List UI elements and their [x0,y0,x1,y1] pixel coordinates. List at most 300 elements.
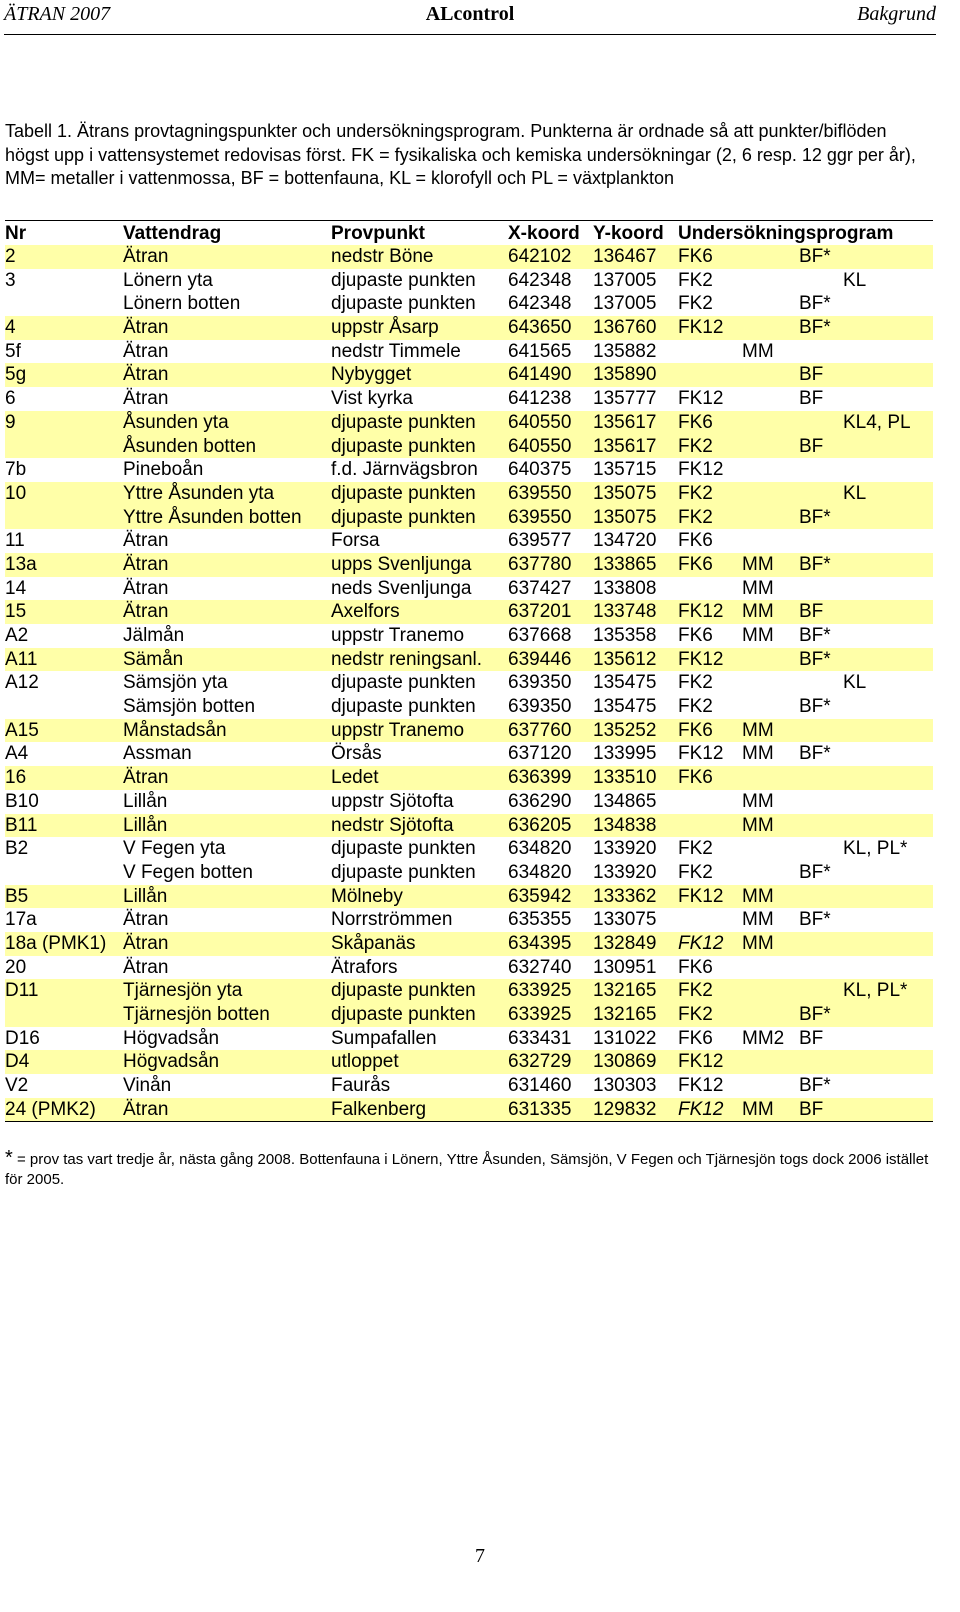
cell-provpunkt: Nybygget [331,364,412,386]
cell-vattendrag: Lönern botten [123,293,241,315]
cell-nr: 5f [5,340,21,362]
cell-x-koord: 640375 [508,459,572,481]
cell-y-koord: 133510 [593,767,657,789]
header-right: Bakgrund [857,3,936,25]
cell-vattendrag: Ätran [123,340,169,362]
cell-fk: FK2 [678,482,713,504]
cell-nr: 4 [5,317,16,339]
cell-provpunkt: djupaste punkten [331,861,476,883]
table-row [5,814,933,838]
cell-vattendrag: Ätran [123,317,169,339]
cell-provpunkt: djupaste punkten [331,696,476,718]
footnote-star: * [5,1147,13,1169]
cell-mm: MM [742,553,774,575]
cell-provpunkt: djupaste punkten [331,1004,476,1025]
cell-x-koord: 631460 [508,1075,572,1097]
cell-fk: FK2 [678,506,713,528]
cell-y-koord: 130869 [593,1051,657,1073]
cell-provpunkt: Mölneby [331,885,403,907]
cell-fk: FK12 [678,388,724,410]
cell-x-koord: 641238 [508,388,572,410]
cell-y-koord: 135075 [593,482,657,504]
cell-y-koord: 135715 [593,459,657,481]
cell-mm: MM [742,932,774,954]
cell-fk: FK2 [678,696,713,718]
cell-x-koord: 640550 [508,435,572,457]
cell-y-koord: 135252 [593,719,657,741]
table-caption: Tabell 1. Ätrans provtagningspunkter och undersökningsprogram. Punkterna är ordnade så att punkter/biflöden högst upp i vattensystemet redovisas först. FK = fysikaliska och kemiska undersökningar (2, 6 resp. 12 ggr per år), MM= metaller i vattenmossa, BF = bottenfauna, KL = klorofyll och PL = växtplankton [5,121,916,188]
table-row [5,837,933,861]
cell-mm: MM [742,885,774,907]
cell-mm: MM [742,1098,774,1120]
cell-x-koord: 631335 [508,1098,572,1120]
header-x-koord: X-koord [508,223,580,244]
cell-y-koord: 135475 [593,672,657,694]
table-row [5,506,933,530]
cell-kl: KL [843,269,867,291]
cell-y-koord: 132165 [593,1004,657,1025]
cell-nr: A12 [5,672,39,694]
cell-x-koord: 639446 [508,648,572,670]
table-row [5,316,933,340]
header-y-koord: Y-koord [593,223,664,244]
cell-y-koord: 133865 [593,553,657,575]
cell-provpunkt: Sumpafallen [331,1027,437,1049]
cell-y-koord: 133995 [593,743,657,765]
cell-fk: FK12 [678,1075,724,1097]
footnote-text: = prov tas vart tredje år, nästa gång 2008. Bottenfauna i Lönern, Yttre Åsunden, Sämsjön, V Fegen och Tjärnesjön togs dock 2006 istället för 2005. [5,1151,929,1188]
cell-fk: FK12 [678,932,724,954]
cell-nr: 3 [5,269,16,291]
cell-vattendrag: Ätran [123,932,169,954]
cell-y-koord: 133748 [593,601,657,623]
cell-nr: 14 [5,577,27,599]
table-row [5,577,933,601]
cell-x-koord: 642348 [508,293,572,315]
cell-bf: BF [799,1098,824,1120]
cell-x-koord: 639550 [508,506,572,528]
cell-y-koord: 137005 [593,269,657,291]
cell-x-koord: 637668 [508,625,572,646]
header-left: ÄTRAN 2007 [4,3,111,25]
cell-y-koord: 135358 [593,625,657,646]
table-row [5,719,933,743]
cell-vattendrag: V Fegen yta [123,838,226,860]
cell-fk: FK12 [678,648,724,670]
cell-x-koord: 641490 [508,364,572,386]
cell-x-koord: 633431 [508,1027,572,1049]
cell-y-koord: 135075 [593,506,657,528]
cell-provpunkt: Forsa [331,530,380,552]
cell-vattendrag: Tjärnesjön yta [123,980,243,1002]
cell-mm: MM [742,719,774,741]
table-row [5,600,933,624]
footnote [5,1148,933,1190]
cell-nr: A2 [5,625,29,646]
cell-y-koord: 133920 [593,838,657,860]
cell-fk: FK6 [678,1027,713,1049]
cell-y-koord: 135612 [593,648,657,670]
cell-mm: MM [742,625,774,646]
cell-y-koord: 130951 [593,956,657,978]
cell-fk: FK2 [678,838,713,860]
cell-y-koord: 129832 [593,1098,657,1120]
cell-vattendrag: Pineboån [123,459,204,481]
cell-nr: D11 [5,980,39,1002]
cell-y-koord: 135617 [593,435,657,457]
table-row [5,885,933,909]
cell-x-koord: 635942 [508,885,572,907]
cell-y-koord: 133075 [593,909,657,931]
cell-x-koord: 637201 [508,601,572,623]
cell-nr: 6 [5,388,16,410]
cell-nr: 20 [5,956,27,978]
cell-provpunkt: djupaste punkten [331,269,476,291]
cell-vattendrag: Ätran [123,956,169,978]
cell-fk: FK2 [678,980,713,1002]
cell-provpunkt: Falkenberg [331,1098,427,1120]
table-row [5,1098,933,1123]
cell-x-koord: 636399 [508,767,572,789]
cell-nr: D4 [5,1051,30,1073]
cell-x-koord: 639350 [508,696,572,718]
cell-y-koord: 137005 [593,293,657,315]
table-row [5,1003,933,1027]
cell-nr: 24 (PMK2) [5,1098,96,1120]
cell-provpunkt: uppstr Sjötofta [331,790,454,812]
table-row [5,979,933,1003]
table-row [5,363,933,387]
cell-fk: FK12 [678,885,724,907]
table-row [5,956,933,980]
cell-y-koord: 135890 [593,364,657,386]
cell-vattendrag: Åsunden yta [123,411,229,433]
cell-fk: FK2 [678,293,713,315]
cell-nr: 11 [5,530,25,552]
cell-bf: BF* [799,743,831,765]
table-row [5,1074,933,1098]
cell-bf: BF* [799,553,831,575]
cell-x-koord: 637780 [508,553,572,575]
cell-vattendrag: Jälmån [123,625,185,646]
cell-vattendrag: Ätran [123,364,169,386]
cell-fk: FK2 [678,861,713,883]
table-row [5,648,933,672]
cell-provpunkt: f.d. Järnvägsbron [331,459,478,481]
cell-nr: 9 [5,411,16,433]
cell-bf: BF [799,388,824,410]
cell-vattendrag: Sämsjön botten [123,696,256,718]
cell-bf: BF* [799,696,831,718]
cell-x-koord: 637760 [508,719,572,741]
cell-provpunkt: Ätrafors [331,956,398,978]
cell-vattendrag: Vinån [123,1075,172,1097]
cell-provpunkt: uppstr Tranemo [331,719,465,741]
cell-nr: 10 [5,482,27,504]
cell-provpunkt: djupaste punkten [331,980,476,1002]
cell-provpunkt: Skåpanäs [331,932,416,954]
cell-provpunkt: nedstr reningsanl. [331,648,483,670]
cell-nr: B2 [5,838,29,860]
table-row [5,529,933,553]
cell-y-koord: 136467 [593,246,657,267]
cell-nr: V2 [5,1075,29,1097]
cell-nr: 2 [5,246,16,267]
cell-provpunkt: neds Svenljunga [331,577,472,599]
cell-bf: BF* [799,246,831,267]
cell-provpunkt: Vist kyrka [331,388,414,410]
cell-x-koord: 635355 [508,909,572,931]
cell-vattendrag: Lillån [123,790,168,812]
cell-vattendrag: Åsunden botten [123,435,257,457]
cell-mm: MM [742,814,774,836]
header-provpunkt: Provpunkt [331,223,425,244]
table-row [5,671,933,695]
cell-x-koord: 642102 [508,246,572,267]
cell-nr: A15 [5,719,39,741]
table-row [5,387,933,411]
cell-x-koord: 636205 [508,814,572,836]
cell-fk: FK6 [678,246,713,267]
table-row [5,245,933,269]
cell-fk: FK2 [678,269,713,291]
cell-kl: KL [843,672,867,694]
cell-y-koord: 133920 [593,861,657,883]
cell-provpunkt: nedstr Timmele [331,340,461,362]
cell-fk: FK12 [678,1098,724,1120]
table-row [5,553,933,577]
cell-y-koord: 133808 [593,577,657,599]
cell-vattendrag: Ätran [123,767,169,789]
cell-y-koord: 132165 [593,980,657,1002]
table-row [5,292,933,316]
cell-fk: FK2 [678,1004,713,1025]
cell-bf: BF* [799,861,831,883]
cell-bf: BF* [799,1004,831,1025]
table-row [5,411,933,435]
cell-kl: KL, PL* [843,838,908,860]
cell-vattendrag: Ätran [123,388,169,410]
cell-vattendrag: V Fegen botten [123,861,253,883]
table-row [5,790,933,814]
cell-provpunkt: Faurås [331,1075,391,1097]
cell-x-koord: 639577 [508,530,572,552]
cell-bf: BF* [799,293,831,315]
header-vattendrag: Vattendrag [123,223,222,244]
cell-provpunkt: Norrströmmen [331,909,453,931]
cell-x-koord: 637427 [508,577,572,599]
cell-provpunkt: djupaste punkten [331,506,476,528]
cell-fk: FK12 [678,317,724,339]
cell-y-koord: 130303 [593,1075,657,1097]
cell-nr: 13a [5,553,37,575]
table-row [5,435,933,459]
cell-nr: A4 [5,743,29,765]
cell-provpunkt: Ledet [331,767,379,789]
cell-nr: D16 [5,1027,40,1049]
cell-x-koord: 641565 [508,340,572,362]
table-row [5,482,933,506]
cell-provpunkt: djupaste punkten [331,435,476,457]
cell-mm: MM [742,577,774,599]
cell-provpunkt: upps Svenljunga [331,553,472,575]
cell-vattendrag: Ätran [123,1098,169,1120]
cell-mm: MM2 [742,1027,785,1049]
cell-y-koord: 135475 [593,696,657,718]
table-header-row [5,221,933,245]
cell-mm: MM [742,743,774,765]
table-row [5,932,933,956]
table-row [5,908,933,932]
cell-nr: B11 [5,814,38,836]
cell-vattendrag: Högvadsån [123,1051,220,1073]
cell-vattendrag: Ätran [123,909,169,931]
cell-provpunkt: djupaste punkten [331,482,476,504]
table-row [5,695,933,719]
cell-fk: FK2 [678,435,713,457]
sampling-table [5,220,933,1122]
cell-fk: FK6 [678,553,713,575]
table-row [5,742,933,766]
cell-provpunkt: uppstr Åsarp [331,317,439,339]
cell-nr: B10 [5,790,39,812]
cell-kl: KL [843,482,867,504]
table-row [5,269,933,293]
cell-y-koord: 132849 [593,932,657,954]
table-row [5,766,933,790]
cell-fk: FK12 [678,601,724,623]
table-row [5,1027,933,1051]
cell-fk: FK12 [678,743,724,765]
page-number: 7 [475,1545,485,1567]
cell-kl: KL, PL* [843,980,908,1002]
cell-provpunkt: djupaste punkten [331,411,476,433]
cell-x-koord: 634820 [508,861,572,883]
cell-vattendrag: Ätran [123,530,169,552]
cell-vattendrag: Yttre Åsunden botten [123,506,302,528]
cell-vattendrag: Lillån [123,814,168,836]
cell-provpunkt: djupaste punkten [331,293,476,315]
cell-mm: MM [742,340,774,362]
cell-y-koord: 136760 [593,317,657,339]
cell-x-koord: 639550 [508,482,572,504]
cell-fk: FK6 [678,411,713,433]
table-row [5,624,933,648]
cell-vattendrag: Assman [123,743,192,765]
cell-vattendrag: Ätran [123,553,169,575]
cell-bf: BF* [799,317,831,339]
cell-vattendrag: Ätran [123,246,169,267]
table-row [5,340,933,364]
cell-vattendrag: Tjärnesjön botten [123,1004,270,1025]
cell-nr: 7b [5,459,27,481]
cell-fk: FK6 [678,956,713,978]
cell-fk: FK6 [678,625,713,646]
cell-vattendrag: Ätran [123,577,169,599]
cell-provpunkt: Örsås [331,743,382,765]
cell-vattendrag: Sämsjön yta [123,672,228,694]
cell-provpunkt: djupaste punkten [331,838,476,860]
cell-bf: BF* [799,1075,831,1097]
cell-vattendrag: Lillån [123,885,168,907]
cell-vattendrag: Ätran [123,601,169,623]
cell-y-koord: 135777 [593,388,657,410]
cell-nr: 15 [5,601,27,623]
cell-nr: 5g [5,364,27,386]
cell-x-koord: 632740 [508,956,572,978]
cell-x-koord: 634820 [508,838,572,860]
cell-y-koord: 134720 [593,530,657,552]
cell-nr: B5 [5,885,29,907]
cell-provpunkt: uppstr Tranemo [331,625,465,646]
cell-vattendrag: Sämån [123,648,184,670]
cell-provpunkt: nedstr Sjötofta [331,814,454,836]
cell-y-koord: 134838 [593,814,657,836]
cell-provpunkt: utloppet [331,1051,399,1073]
cell-y-koord: 135617 [593,411,657,433]
cell-nr: 18a (PMK1) [5,932,107,954]
cell-y-koord: 134865 [593,790,657,812]
cell-mm: MM [742,790,774,812]
cell-fk: FK12 [678,459,724,481]
cell-x-koord: 633925 [508,980,572,1002]
cell-x-koord: 632729 [508,1051,572,1073]
page-header [4,0,936,35]
cell-provpunkt: nedstr Böne [331,246,434,267]
cell-x-koord: 634395 [508,932,572,954]
cell-fk: FK2 [678,672,713,694]
cell-y-koord: 131022 [593,1027,657,1049]
cell-bf: BF* [799,648,831,670]
cell-bf: BF* [799,909,831,931]
cell-bf: BF [799,1027,824,1049]
cell-bf: BF* [799,506,831,528]
cell-y-koord: 133362 [593,885,657,907]
cell-mm: MM [742,909,774,931]
cell-x-koord: 639350 [508,672,572,694]
table-row [5,861,933,885]
cell-x-koord: 636290 [508,790,572,812]
cell-vattendrag: Månstadsån [123,719,227,741]
cell-provpunkt: djupaste punkten [331,672,476,694]
cell-vattendrag: Högvadsån [123,1027,220,1049]
cell-vattendrag: Yttre Åsunden yta [123,482,275,504]
cell-fk: FK6 [678,767,713,789]
table-row [5,458,933,482]
cell-nr: 16 [5,767,27,789]
cell-provpunkt: Axelfors [331,601,400,623]
cell-fk: FK12 [678,1051,724,1073]
header-program: Undersökningsprogram [678,223,894,244]
cell-x-koord: 637120 [508,743,572,765]
cell-x-koord: 642348 [508,269,572,291]
cell-fk: FK6 [678,530,713,552]
cell-bf: BF [799,364,824,386]
cell-vattendrag: Lönern yta [123,269,213,291]
cell-x-koord: 640550 [508,411,572,433]
cell-bf: BF* [799,625,831,646]
cell-x-koord: 633925 [508,1004,572,1025]
header-center: ALcontrol [425,3,515,25]
cell-fk: FK6 [678,719,713,741]
cell-mm: MM [742,601,774,623]
cell-x-koord: 643650 [508,317,572,339]
cell-nr: A11 [5,648,38,670]
cell-nr: 17a [5,909,37,931]
cell-kl: KL4, PL [843,411,911,433]
table-row [5,1050,933,1074]
cell-y-koord: 135882 [593,340,657,362]
